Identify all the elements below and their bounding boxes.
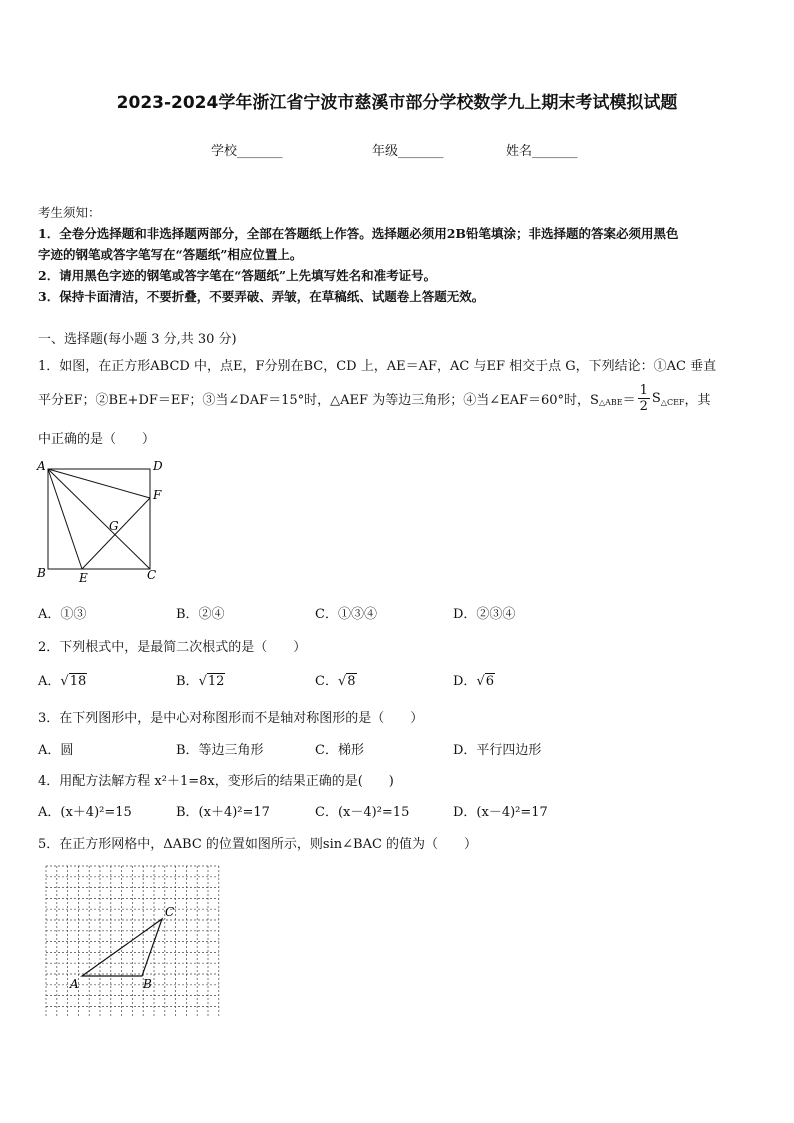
q1-line2-end: ，其 [684, 393, 711, 408]
q2-b-label: B． [176, 674, 199, 689]
q2-option-c[interactable] [315, 670, 357, 689]
q4-option-b[interactable]: B．(x＋4)²=17 [176, 805, 270, 820]
q1-option-d[interactable]: D．②③④ [453, 607, 516, 622]
q1-option-a[interactable]: A．①③ [38, 607, 87, 622]
q2-a-sqrt: √18 [60, 674, 87, 689]
q2-b-radicand: 12 [207, 674, 225, 689]
q4-option-a[interactable]: A．(x＋4)²=15 [38, 805, 132, 820]
notice-item-1-cont: 字迹的钢笔或答字笔写在“答题纸”相应位置上。 [38, 247, 303, 262]
notice-item-2: 2．请用黑色字迹的钢笔或答字笔在“答题纸”上先填写姓名和准考证号。 [38, 268, 437, 283]
grade-field[interactable]: 年级_______ [372, 144, 444, 159]
q4-text: 4．用配方法解方程 x²＋1=8x，变形后的结果正确的是( ) [38, 774, 394, 789]
q1-eq: ＝ [622, 393, 636, 408]
q1-sub1: △ABE [598, 398, 623, 407]
label-c: C [147, 568, 157, 582]
label-a: A [37, 459, 46, 473]
label-g: G [109, 519, 119, 533]
q1-line2 [38, 383, 710, 414]
q2-d-radicand: 6 [485, 674, 495, 689]
label-a: A [70, 977, 79, 991]
page-title: 2023-2024学年浙江省宁波市慈溪市部分学校数学九上期末考试模拟试题 [116, 93, 678, 113]
q1-option-b[interactable]: B．②④ [176, 607, 225, 622]
q5-text: 5．在正方形网格中，ΔABC 的位置如图所示，则sin∠BAC 的值为（ ） [38, 837, 478, 852]
q2-option-b[interactable] [176, 670, 225, 689]
q2-option-d[interactable] [453, 670, 495, 689]
q2-c-label: C． [315, 674, 338, 689]
label-d: D [153, 459, 163, 473]
notice-heading: 考生须知： [38, 205, 101, 220]
label-b: B [143, 977, 152, 991]
school-field[interactable]: 学校_______ [211, 144, 283, 159]
q2-c-sqrt: √8 [337, 674, 356, 689]
q1-sub2: △CEF [660, 398, 685, 407]
label-f: F [153, 488, 162, 502]
q2-text: 2．下列根式中，是最简二次根式的是（ ） [38, 640, 307, 655]
q4-option-c[interactable]: C．(x－4)²=15 [315, 805, 410, 820]
name-field[interactable]: 姓名_______ [506, 144, 578, 159]
q1-s2: S [651, 391, 661, 406]
q2-a-radicand: 18 [69, 674, 87, 689]
q1-option-c[interactable]: C．①③④ [315, 607, 377, 622]
q2-d-label: D． [453, 674, 477, 689]
dashed-grid [46, 866, 219, 1016]
q5-figure [44, 864, 224, 1016]
q3-option-c[interactable]: C．梯形 [315, 743, 364, 758]
q2-a-label: A． [38, 674, 61, 689]
q1-figure [32, 456, 172, 586]
q1-line1: 1．如图，在正方形ABCD 中，点E，F分别在BC，CD 上，AE＝AF，AC 与EF 相交于点 G，下列结论：①AC 垂直 [38, 359, 717, 374]
q1-frac-num: 1 [639, 383, 648, 398]
q2-b-sqrt: √12 [198, 674, 225, 689]
q3-option-a[interactable]: A．圆 [38, 743, 74, 758]
notice-item-1: 1．全卷分选择题和非选择题两部分，全部在答题纸上作答。选择题必须用2B铅笔填涂；非选择题的答案必须用黑色 [38, 226, 679, 241]
q1-line3: 中正确的是（ ） [38, 432, 156, 447]
label-b: B [37, 566, 46, 580]
triangle-abc [82, 919, 162, 976]
label-e: E [79, 571, 88, 585]
q2-d-sqrt: √6 [476, 674, 495, 689]
q3-text: 3．在下列图形中，是中心对称图形而不是轴对称图形的是（ ） [38, 711, 424, 726]
q3-option-d[interactable]: D．平行四边形 [453, 743, 542, 758]
q1-line2-text: 平分EF；②BE+DF＝EF；③当∠DAF＝15°时，△AEF 为等边三角形；④当∠EAF＝60°时，S [38, 393, 599, 408]
segment-ae [48, 469, 82, 569]
q4-option-d[interactable]: D．(x－4)²=17 [453, 805, 548, 820]
q2-c-radicand: 8 [347, 674, 356, 689]
q2-option-a[interactable] [38, 670, 87, 689]
section-heading: 一、选择题(每小题 3 分,共 30 分) [38, 332, 237, 347]
notice-item-3: 3．保持卡面清洁，不要折叠，不要弄破、弄皱，在草稿纸、试题卷上答题无效。 [38, 289, 485, 304]
q1-fraction [638, 383, 650, 414]
label-c: C [165, 905, 175, 919]
q1-frac-den: 2 [639, 399, 648, 414]
q3-option-b[interactable]: B．等边三角形 [176, 743, 264, 758]
